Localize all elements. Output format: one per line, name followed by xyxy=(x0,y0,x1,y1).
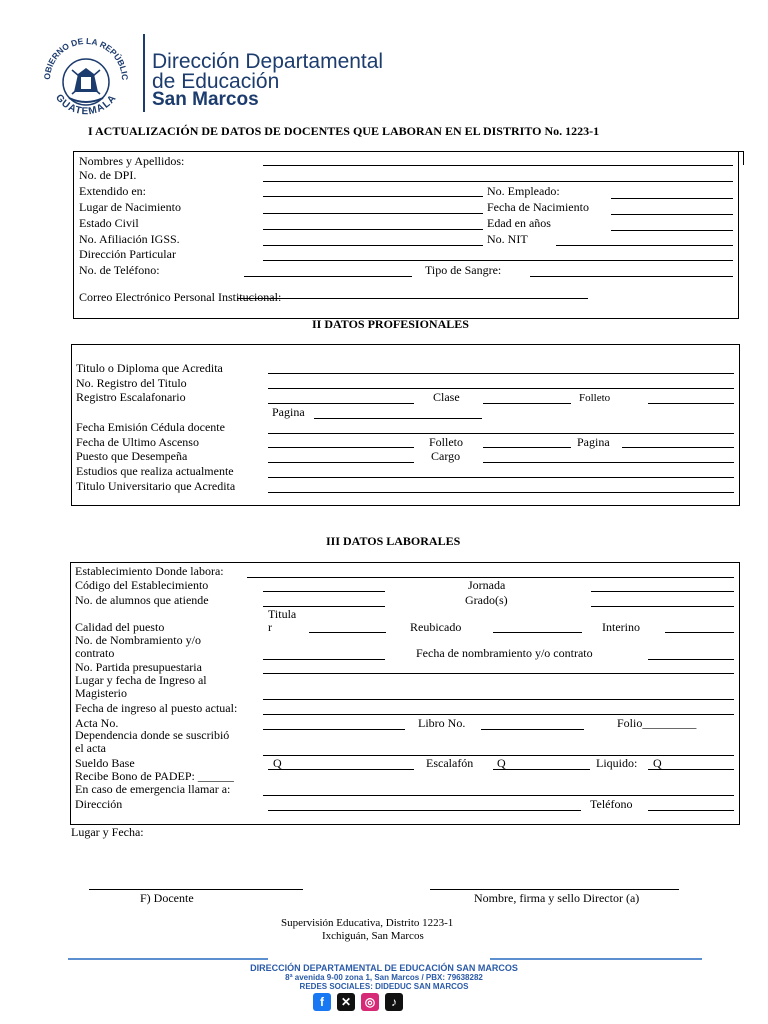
label-fecha-ingreso-puesto: Fecha de ingreso al puesto actual: xyxy=(75,701,238,715)
field-fecha-ingreso-puesto[interactable] xyxy=(263,714,734,715)
label-calidad-puesto: Calidad del puesto xyxy=(75,620,165,634)
tiktok-icon[interactable]: ♪ xyxy=(385,993,403,1011)
label-cargo: Cargo xyxy=(431,449,461,463)
label-folleto: Folleto xyxy=(579,392,611,404)
field-pagina[interactable] xyxy=(314,418,482,419)
currency-q-sueldo: Q xyxy=(273,756,282,770)
field-folleto[interactable] xyxy=(648,403,734,404)
field-direccion-emergencia[interactable] xyxy=(268,810,581,811)
label-lugar-nacimiento: Lugar de Nacimiento xyxy=(79,200,181,214)
field-telefono-emergencia[interactable] xyxy=(648,810,734,811)
supervision-line1: Supervisión Educativa, Distrito 1223-1 xyxy=(281,917,454,929)
label-libro: Libro No. xyxy=(418,716,466,730)
field-escalafonario[interactable] xyxy=(268,403,414,404)
label-titulo: Titulo o Diploma que Acredita xyxy=(76,361,223,375)
label-nombres: Nombres y Apellidos: xyxy=(79,154,185,168)
field-clase[interactable] xyxy=(483,403,571,404)
label-empleado: No. Empleado: xyxy=(487,184,560,198)
label-acta: Acta No. xyxy=(75,716,119,730)
label-telefono: No. de Teléfono: xyxy=(79,263,160,277)
label-dpi: No. de DPI. xyxy=(79,168,137,182)
footer-address: 8ª avenida 9-00 zona 1, San Marcos / PBX: 79638282 xyxy=(285,973,483,982)
field-emergencia[interactable] xyxy=(263,795,734,796)
field-reubicado[interactable] xyxy=(493,632,582,633)
label-telefono-emergencia: Teléfono xyxy=(590,797,633,811)
field-telefono[interactable] xyxy=(244,276,412,277)
label-lugar-fecha: Lugar y Fecha: xyxy=(71,825,144,839)
label-sueldo-base: Sueldo Base xyxy=(75,756,135,770)
label-estado-civil: Estado Civil xyxy=(79,216,139,230)
field-cargo[interactable] xyxy=(483,462,734,463)
label-ingreso-magisterio-2: Magisterio xyxy=(75,686,127,700)
field-sueldo-base[interactable] xyxy=(268,769,414,770)
label-clase: Clase xyxy=(433,390,460,404)
supervision-line2: Ixchiguán, San Marcos xyxy=(322,930,424,942)
footer-org: DIRECCIÓN DEPARTAMENTAL DE EDUCACIÓN SAN MARCOS xyxy=(250,963,518,973)
signature-line-docente[interactable] xyxy=(89,889,303,890)
signature-line-director[interactable] xyxy=(430,889,679,890)
label-emergencia: En caso de emergencia llamar a: xyxy=(75,782,231,796)
label-partida: No. Partida presupuestaria xyxy=(75,660,202,674)
facebook-icon[interactable]: f xyxy=(313,993,331,1011)
field-igss[interactable] xyxy=(263,245,483,246)
field-grado[interactable] xyxy=(591,606,734,607)
org-name-line1: Dirección Departamental xyxy=(152,50,384,73)
label-folleto-2: Folleto xyxy=(429,435,464,449)
footer-rule-left xyxy=(68,958,268,960)
svg-text:GOBIERNO DE LA REPÚBLICA: OBIERNO DE LA REPÚBLIC xyxy=(41,35,131,81)
section-labor-heading: III DATOS LABORALES xyxy=(326,534,461,548)
label-escalafonario: Registro Escalafonario xyxy=(76,390,186,404)
label-codigo: Código del Establecimiento xyxy=(75,578,209,592)
label-extendido: Extendido en: xyxy=(79,184,146,198)
label-correo: Correo Electrónico Personal Institucional: xyxy=(79,290,282,304)
label-docente: F) Docente xyxy=(140,891,194,905)
label-liquido: Liquido: xyxy=(596,756,638,770)
currency-q-escalafon: Q xyxy=(497,756,506,770)
field-acta[interactable] xyxy=(263,729,405,730)
label-direccion-particular: Dirección Particular xyxy=(79,247,176,261)
field-nombres[interactable] xyxy=(263,165,733,166)
field-nit[interactable] xyxy=(556,245,733,246)
label-folio: Folio_________ xyxy=(617,716,697,730)
field-partida[interactable] xyxy=(263,673,734,674)
field-interino[interactable] xyxy=(665,632,734,633)
form-title: I ACTUALIZACIÓN DE DATOS DE DOCENTES QUE LABORAN EN EL DISTRITO No. 1223-1 xyxy=(88,124,600,138)
label-grado: Grado(s) xyxy=(465,593,508,607)
label-establecimiento: Establecimiento Donde labora: xyxy=(75,564,224,578)
field-estudios[interactable] xyxy=(268,477,734,478)
label-interino: Interino xyxy=(602,620,640,634)
field-registro-titulo[interactable] xyxy=(268,388,734,389)
x-icon[interactable]: ✕ xyxy=(337,993,355,1011)
field-titulo-universitario[interactable] xyxy=(268,492,734,493)
label-nombramiento-1: No. de Nombramiento y/o xyxy=(75,633,201,647)
header-divider xyxy=(143,34,145,112)
currency-q-liquido: Q xyxy=(653,756,662,770)
footer-social: REDES SOCIALES: DIDEDUC SAN MARCOS xyxy=(299,982,469,991)
field-correo[interactable] xyxy=(237,298,588,299)
label-edad: Edad en años xyxy=(487,216,551,230)
field-pagina-2[interactable] xyxy=(622,447,734,448)
field-fecha-nombramiento[interactable] xyxy=(648,659,734,660)
label-fecha-nacimiento: Fecha de Nacimiento xyxy=(487,200,589,214)
label-fecha-nombramiento: Fecha de nombramiento y/o contrato xyxy=(416,646,593,660)
field-estado-civil[interactable] xyxy=(263,229,483,230)
label-ultimo-ascenso: Fecha de Ultimo Ascenso xyxy=(76,435,199,449)
field-edad[interactable] xyxy=(611,230,733,231)
field-folleto-2[interactable] xyxy=(483,447,571,448)
label-bono-padep: Recibe Bono de PADEP: ______ xyxy=(75,769,234,783)
label-alumnos: No. de alumnos que atiende xyxy=(75,593,209,607)
label-pagina-2: Pagina xyxy=(577,435,610,449)
label-dependencia-2: el acta xyxy=(75,741,106,755)
label-tipo-sangre: Tipo de Sangre: xyxy=(425,263,502,277)
guatemala-seal xyxy=(36,30,136,122)
label-escalafon: Escalafón xyxy=(426,756,474,770)
field-lugar-nacimiento[interactable] xyxy=(263,213,483,214)
label-dependencia-1: Dependencia donde se suscribió xyxy=(75,728,230,742)
label-titulo-universitario: Titulo Universitario que Acredita xyxy=(76,479,236,493)
svg-text:GUATEMALA: GUATEMALA xyxy=(53,92,119,118)
field-direccion-particular[interactable] xyxy=(263,260,733,261)
field-codigo[interactable] xyxy=(263,591,385,592)
label-nit: No. NIT xyxy=(487,232,528,246)
label-jornada: Jornada xyxy=(468,578,506,592)
field-ultimo-ascenso[interactable] xyxy=(268,447,414,448)
label-emision-cedula: Fecha Emisión Cédula docente xyxy=(76,420,225,434)
label-nombramiento-2: contrato xyxy=(75,646,115,660)
label-ingreso-magisterio-1: Lugar y fecha de Ingreso al xyxy=(75,673,207,687)
field-tipo-sangre[interactable] xyxy=(530,276,733,277)
field-puesto[interactable] xyxy=(268,462,414,463)
label-titular-1: Titula xyxy=(268,607,297,621)
field-liquido[interactable] xyxy=(648,769,734,770)
field-fecha-nacimiento[interactable] xyxy=(611,214,733,215)
label-pagina: Pagina xyxy=(272,405,305,419)
label-director: Nombre, firma y sello Director (a) xyxy=(474,891,640,905)
section-professional-heading: II DATOS PROFESIONALES xyxy=(312,317,469,331)
instagram-icon[interactable]: ◎ xyxy=(361,993,379,1011)
field-ingreso-magisterio[interactable] xyxy=(263,699,734,700)
field-titulo[interactable] xyxy=(268,373,734,374)
label-titular-2: r xyxy=(268,620,272,634)
org-name-line2: de Educación xyxy=(152,70,280,93)
field-escalafon[interactable] xyxy=(493,769,590,770)
field-titular[interactable] xyxy=(309,632,386,633)
label-estudios: Estudios que realiza actualmente xyxy=(76,464,234,478)
field-jornada[interactable] xyxy=(591,591,734,592)
label-igss: No. Afiliación IGSS. xyxy=(79,232,180,246)
label-direccion-emergencia: Dirección xyxy=(75,797,123,811)
footer-rule-right xyxy=(490,958,702,960)
field-libro[interactable] xyxy=(481,729,584,730)
field-dpi[interactable] xyxy=(263,181,733,182)
field-empleado[interactable] xyxy=(611,198,733,199)
org-name-line3: San Marcos xyxy=(152,89,259,110)
label-registro-titulo: No. Registro del Titulo xyxy=(76,376,187,390)
field-extendido[interactable] xyxy=(263,196,483,197)
label-reubicado: Reubicado xyxy=(410,620,462,634)
field-emision-cedula[interactable] xyxy=(268,433,734,434)
label-puesto: Puesto que Desempeña xyxy=(76,449,188,463)
field-nombramiento[interactable] xyxy=(263,659,385,660)
